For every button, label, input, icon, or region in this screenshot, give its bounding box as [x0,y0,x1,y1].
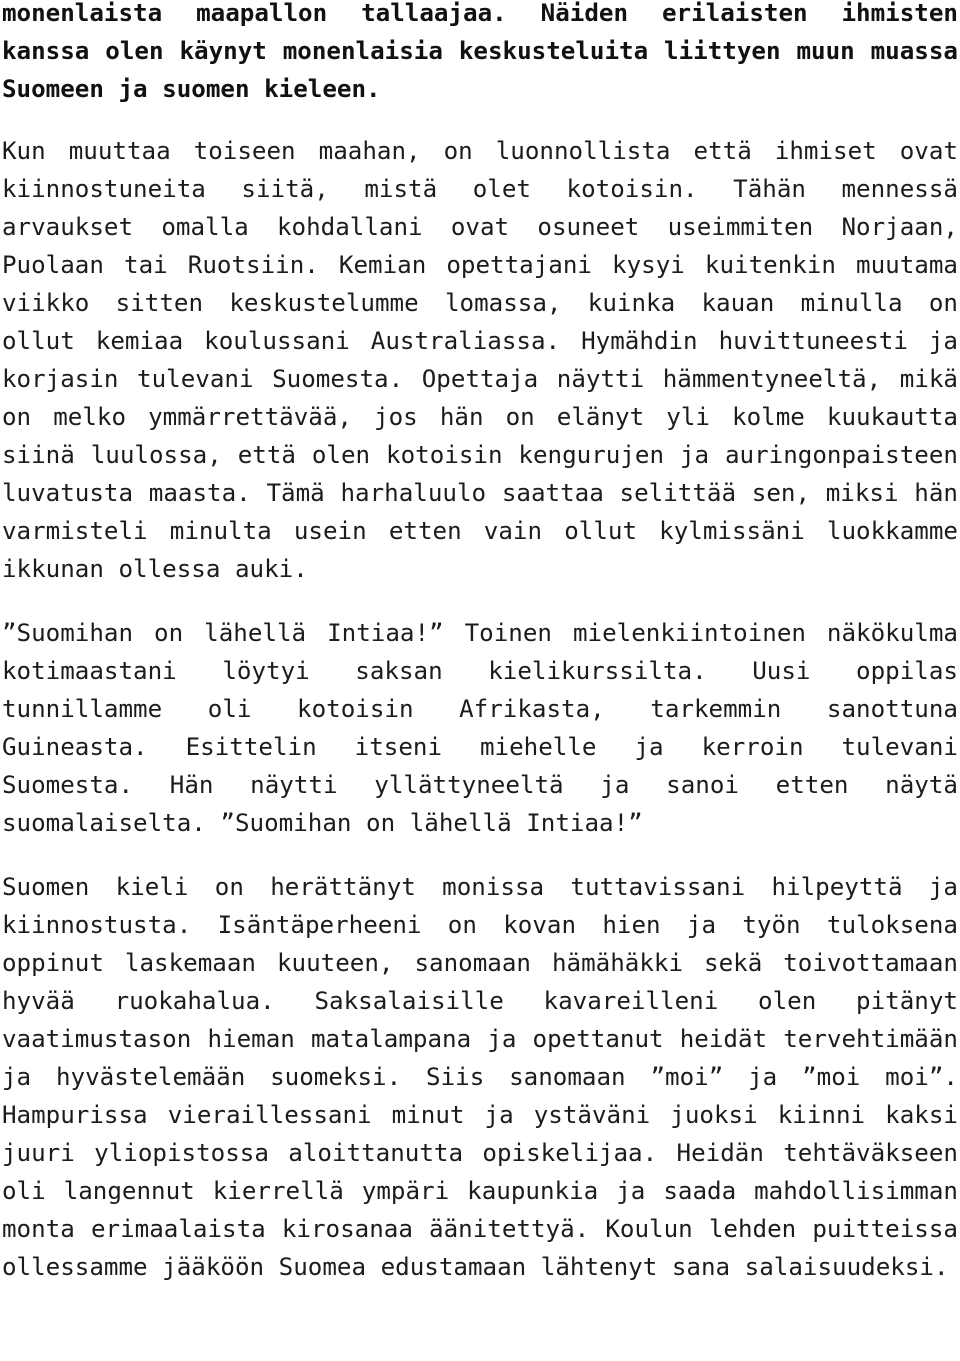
paragraph-finnish-language: Suomen kieli on herättänyt monissa tuttavissani hilpeyttä ja kiinnostusta. Isäntäperheeni on kovan hien ja työn tuloksena oppinut laskemaan kuuteen, sanomaan hämähäkki sekä toivottamaan hyvää ruokahalua. Saksalaisille kavareilleni olen pitänyt vaatimustason hieman matalampana ja opettanut heidät tervehtimään ja hyvästelemään suomeksi. Siis sanomaan ”moi” ja ”moi moi”. Hampurissa vieraillessani minut ja ystäväni juoksi kiinni kaksi juuri yliopistossa aloittanutta opiskelijaa. Heidän tehtäväkseen oli langennut kierrellä ympäri kaupunkia ja saada mahdollisimman monta erimaalaista kirosanaa äänitettyä. Koulun lehden puitteissa ollessamme jääköön Suomea edustamaan lähtenyt sana salaisuudeksi. [2,873,958,1281]
paragraph-where-from: Kun muuttaa toiseen maahan, on luonnollista että ihmiset ovat kiinnostuneita siitä, mistä olet kotoisin. Tähän mennessä arvaukset omalla kohdallani ovat osuneet useimmiten Norjaan, Puolaan tai Ruotsiin. Kemian opettajani kysyi kuitenkin muutama viikko sitten keskustelumme lomassa, kuinka kauan minulla on ollut kemiaa koulussani Australiassa. Hymähdin huvittuneesti ja korjasin tulevani Suomesta. Opettaja näytti hämmentyneeltä, mikä on melko ymmärrettävää, jos hän on elänyt yli kolme kuukautta siinä luulossa, että olen kotoisin kengurujen ja auringonpaisteen luvatusta maasta. Tämä harhaluulo saattaa selittää sen, miksi hän varmisteli minulta usein etten vain ollut kylmissäni luokkamme ikkunan ollessa auki. [2,137,958,583]
paragraph-india: ”Suomihan on lähellä Intiaa!” Toinen mielenkiintoinen näkökulma kotimaastani löytyi saksan kielikurssilta. Uusi oppilas tunnillamme oli kotoisin Afrikasta, tarkemmin sanottuna Guineasta. Esittelin itseni miehelle ja kerroin tulevani Suomesta. Hän näytti yllättyneeltä ja sanoi etten näytä suomalaiselta. ”Suomihan on lähellä Intiaa!” [2,619,958,837]
document-body [2,0,958,1312]
paragraph-intro-bold: monenlaista maapallon tallaajaa. Näiden erilaisten ihmisten kanssa olen käynyt monenlaisia keskusteluita liittyen muun muassa Suomeen ja suomen kieleen. [2,0,958,103]
